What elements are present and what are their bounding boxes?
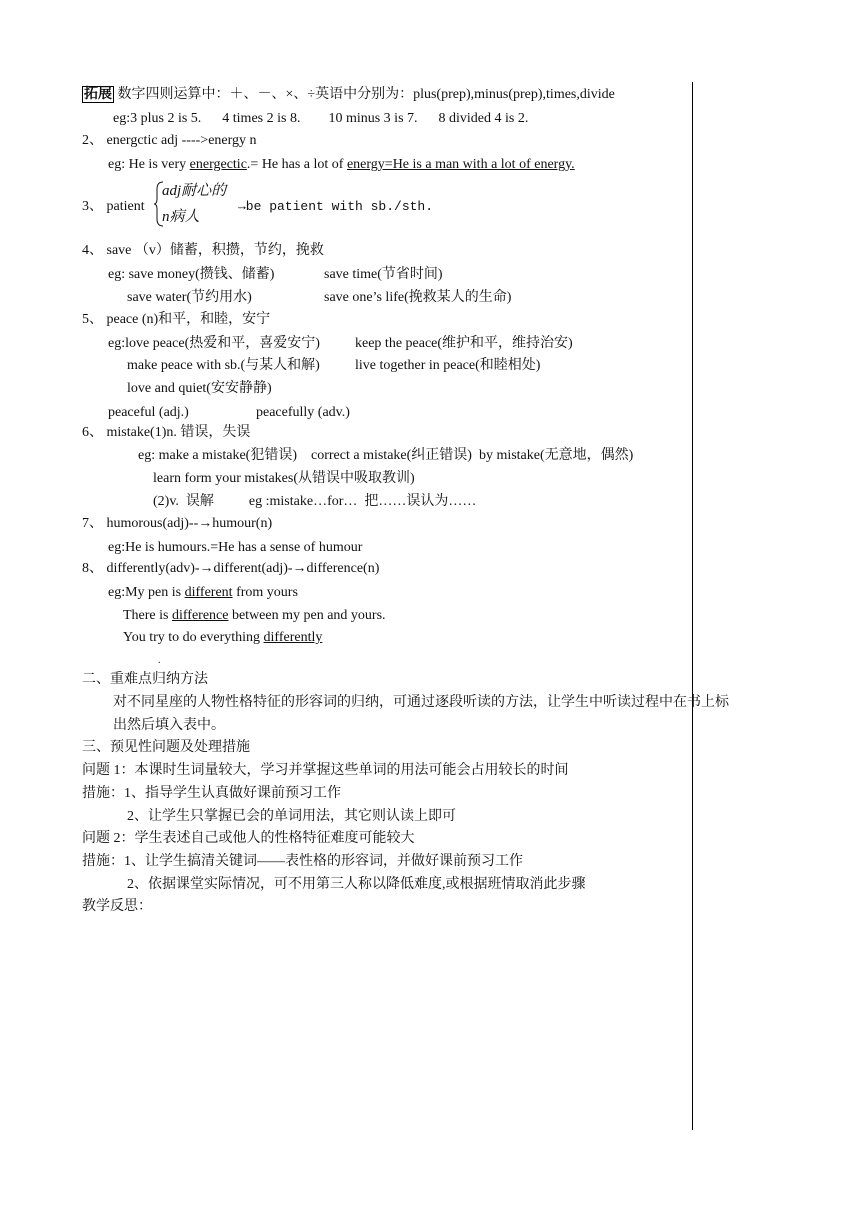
extension-tag: 拓展 <box>84 87 112 102</box>
humour-example: eg:He is humours.=He has a sense of humour <box>108 540 363 555</box>
measure-2-b: 2、依据课堂实际情况，可不用第三人称以降低难度,或根据班情取消此步骤 <box>127 877 586 892</box>
measure-1-b: 2、让学生只掌握已会的单词用法，其它则认读上即可 <box>127 809 456 824</box>
item-5-heading: 5、 peace (n)和平，和睦，安宁 <box>82 312 271 327</box>
stray-period: . <box>158 655 161 666</box>
item-7-heading: 7、 humorous(adj)--→humour(n) <box>82 516 273 531</box>
save-example-4: save one’s life(挽救某人的生命) <box>324 290 512 305</box>
item-4-heading: 4、 save （v）储蓄，积攒，节约，挽救 <box>82 243 324 258</box>
teaching-reflection-label: 教学反思： <box>82 899 152 914</box>
different-example-1: eg:My pen is different from yours <box>108 585 298 600</box>
mistake-verb: (2)v. 误解 eg :mistake…for… 把……误认为…… <box>153 494 477 509</box>
peaceful-adj: peaceful (adj.) <box>108 405 189 420</box>
peace-example-3: make peace with sb.(与某人和解) <box>127 358 320 373</box>
patient-noun-meaning: n病人 <box>162 209 200 225</box>
measure-1-a: 措施：1、指导学生认真做好课前预习工作 <box>82 786 341 801</box>
item-3-heading: 3、 patient <box>82 199 145 214</box>
peace-example-1: eg:love peace(热爱和平，喜爱安宁) <box>108 336 320 351</box>
problem-2: 问题 2：学生表述自己或他人的性格特征难度可能较大 <box>82 831 415 846</box>
section-2-text-1: 对不同星座的人物性格特征的形容词的归纳，可通过逐段听读的方法，让学生中听读过程中在书上标 <box>113 695 729 710</box>
item-2-heading: 2、 energctic adj ---->energy n <box>82 133 257 148</box>
item-2-example: eg: He is very energectic.= He has a lot of energy=He is a man with a lot of energy. <box>108 157 575 172</box>
extension-line: 拓展 数字四则运算中：＋、－、×、÷英语中分别为：plus(prep),minus(prep),times,divide <box>84 87 615 102</box>
section-3-heading: 三、预见性问题及处理措施 <box>82 740 250 755</box>
peace-example-4: live together in peace(和睦相处) <box>355 358 541 373</box>
different-example-3: You try to do everything differently <box>123 630 323 645</box>
peace-example-5: love and quiet(安安静静) <box>127 381 272 396</box>
example-arithmetic: eg:3 plus 2 is 5. 4 times 2 is 8. 10 minus 3 is 7. 8 divided 4 is 2. <box>113 111 529 126</box>
different-example-2: There is difference between my pen and yours. <box>123 608 386 623</box>
save-example-1: eg: save money(攒钱、储蓄) <box>108 267 275 282</box>
patient-phrase: →be patient with sb./sth. <box>238 199 434 214</box>
section-2-text-2: 出然后填入表中。 <box>113 718 225 733</box>
patient-adj-meaning: adj耐心的 <box>162 183 227 199</box>
right-margin-rule <box>692 82 693 1130</box>
peacefully-adv: peacefully (adv.) <box>256 405 350 420</box>
section-2-heading: 二、重难点归纳方法 <box>82 672 208 687</box>
peace-example-2: keep the peace(维护和平，维持治安) <box>355 336 573 351</box>
item-6-heading: 6、 mistake(1)n. 错误，失误 <box>82 425 251 440</box>
mistake-example-1: eg: make a mistake(犯错误) correct a mistake(纠正错误) by mistake(无意地，偶然) <box>138 448 634 463</box>
mistake-example-2: learn form your mistakes(从错误中吸取教训) <box>153 471 415 486</box>
measure-2-a: 措施：1、让学生搞清关键词——表性格的形容词，并做好课前预习工作 <box>82 854 523 869</box>
item-8-heading: 8、 differently(adv)-→different(adj)-→difference(n) <box>82 561 380 576</box>
save-example-2: save time(节省时间) <box>324 267 443 282</box>
save-example-3: save water(节约用水) <box>127 290 252 305</box>
problem-1: 问题 1：本课时生词量较大，学习并掌握这些单词的用法可能会占用较长的时间 <box>82 763 569 778</box>
